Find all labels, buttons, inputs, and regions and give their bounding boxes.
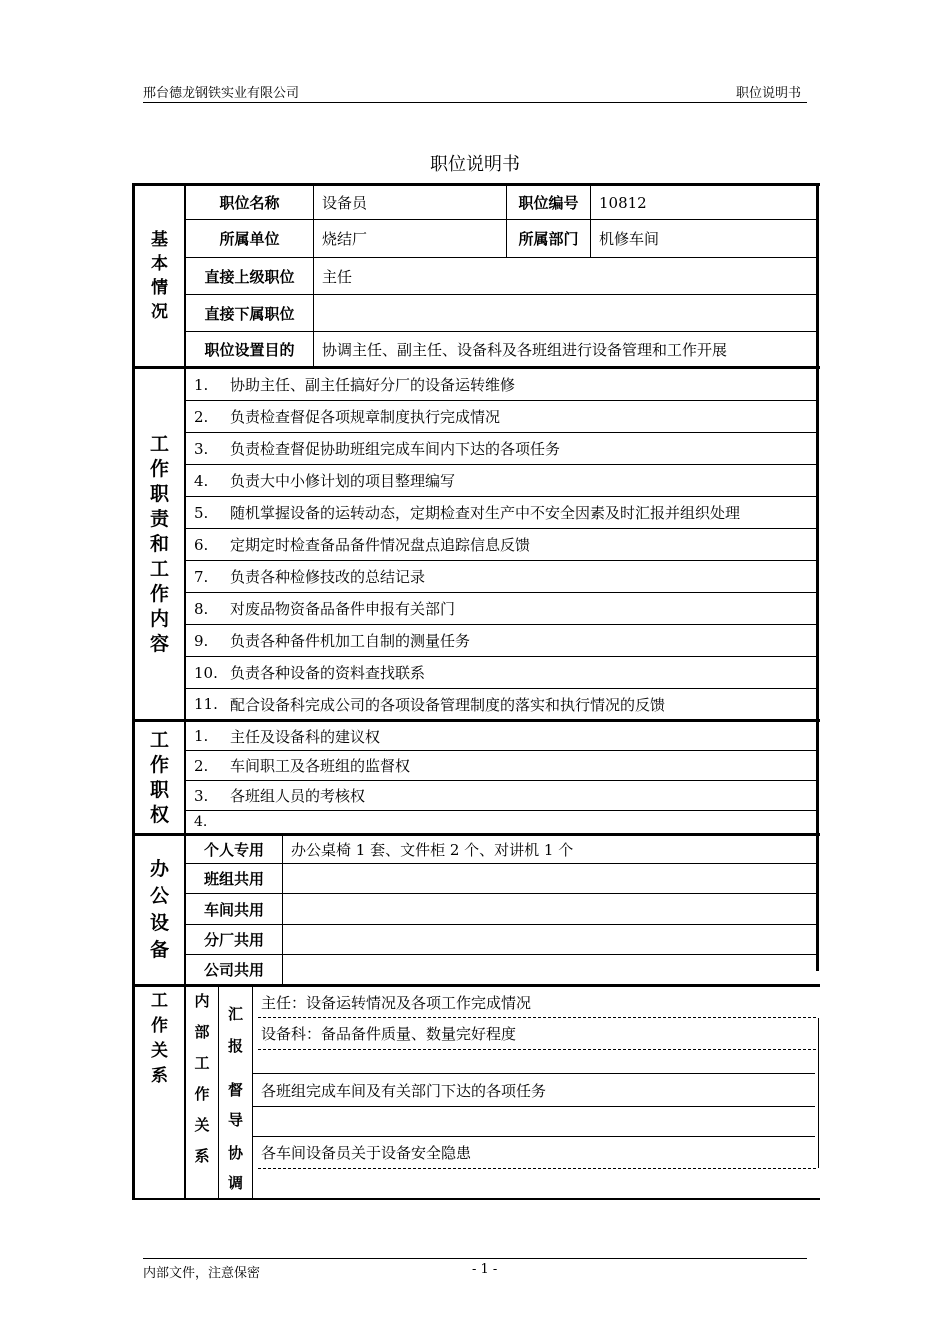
item-text: 定期定时检查备品备件情况盘点追踪信息反馈 bbox=[230, 536, 531, 554]
list-item bbox=[186, 401, 816, 432]
section-label-relations bbox=[135, 987, 184, 1091]
department-value: 机修车间 bbox=[599, 230, 660, 248]
list-item bbox=[186, 657, 816, 688]
list-item bbox=[186, 497, 816, 528]
supervise-item bbox=[253, 1107, 815, 1136]
list-item bbox=[186, 369, 816, 400]
item-number: 6. bbox=[194, 535, 209, 554]
subordinate-value bbox=[314, 295, 816, 331]
purpose-value: 协调主任、副主任、设备科及各班组进行设备管理和工作开展 bbox=[322, 340, 728, 359]
internal-relations-text: 内部工作关系 bbox=[194, 992, 210, 1165]
item-number: 7. bbox=[194, 567, 209, 586]
item-text: 负责各种备件机加工自制的测量任务 bbox=[230, 632, 471, 650]
section-label-text: 基本情况 bbox=[151, 230, 168, 322]
list-item bbox=[186, 781, 816, 810]
internal-relations-label bbox=[186, 987, 218, 1171]
equipment-label: 公司共用 bbox=[203, 961, 264, 979]
equipment-value bbox=[283, 894, 816, 924]
item-text: 负责大中小修计划的项目整理编写 bbox=[230, 472, 456, 490]
item-number: 8. bbox=[194, 599, 209, 618]
position-name-value: 设备员 bbox=[322, 194, 368, 212]
section-label-authority bbox=[135, 722, 184, 833]
header-company: 邢台德龙钢铁实业有限公司 bbox=[143, 86, 300, 101]
subordinate-label: 直接下属职位 bbox=[204, 304, 295, 323]
footer-confidential: 内部文件，注意保密 bbox=[143, 1266, 261, 1281]
item-number: 4. bbox=[194, 471, 209, 490]
item-number: 10. bbox=[194, 663, 218, 682]
section-label-basic bbox=[135, 186, 184, 366]
report-label bbox=[219, 995, 252, 1065]
header-doc-type: 职位说明书 bbox=[736, 86, 802, 101]
equipment-label: 车间共用 bbox=[203, 900, 264, 919]
item-text: 协助主任、副主任搞好分厂的设备运转维修 bbox=[230, 376, 516, 394]
footer-rule bbox=[143, 1258, 807, 1259]
item-number: 3. bbox=[194, 439, 209, 458]
item-text: 主任及设备科的建议权 bbox=[230, 727, 381, 746]
item-text: 车间职工及各班组的监督权 bbox=[230, 757, 411, 775]
item-text: 负责检查督促协助班组完成车间内下达的各项任务 bbox=[230, 440, 561, 458]
section-label-text: 办公设备 bbox=[149, 858, 169, 961]
item-text: 负责各种检修技改的总结记录 bbox=[230, 568, 426, 586]
list-item bbox=[186, 689, 816, 719]
equipment-value bbox=[283, 925, 816, 954]
supervise-label-text: 督导 bbox=[227, 1081, 243, 1129]
item-number: 2. bbox=[194, 407, 209, 426]
item-number: 1. bbox=[194, 727, 209, 745]
report-item: 主任：设备运转情况及各项工作完成情况 bbox=[261, 993, 532, 1012]
item-text: 负责检查督促各项规章制度执行完成情况 bbox=[230, 408, 501, 426]
supervise-item: 各班组完成车间及有关部门下达的各项任务 bbox=[261, 1081, 547, 1100]
report-item: 设备科：备品备件质量、数量完好程度 bbox=[261, 1025, 517, 1043]
report-label-text: 汇报 bbox=[227, 1005, 243, 1055]
item-text: 配合设备科完成公司的各项设备管理制度的落实和执行情况的反馈 bbox=[230, 695, 666, 714]
unit-value: 烧结厂 bbox=[322, 230, 368, 248]
list-item bbox=[186, 625, 816, 656]
item-text: 对废品物资备品备件申报有关部门 bbox=[230, 600, 456, 618]
equipment-label: 班组共用 bbox=[203, 870, 264, 888]
page-title: 职位说明书 bbox=[430, 154, 520, 175]
equipment-value bbox=[283, 864, 816, 893]
list-item bbox=[186, 561, 816, 592]
list-item bbox=[186, 751, 816, 780]
item-text: 负责各种设备的资料查找联系 bbox=[230, 664, 426, 682]
coordinate-item: 各车间设备员关于设备安全隐患 bbox=[261, 1144, 472, 1162]
section-label-text: 工作职权 bbox=[149, 728, 169, 826]
superior-label: 直接上级职位 bbox=[204, 267, 295, 286]
section-label-equipment bbox=[135, 836, 184, 984]
equipment-value bbox=[283, 955, 816, 984]
section-label-text: 工作关系 bbox=[151, 991, 168, 1086]
list-item bbox=[186, 722, 816, 750]
position-name-label: 职位名称 bbox=[219, 194, 280, 212]
coordinate-label-text: 协调 bbox=[227, 1143, 243, 1192]
page-number: - 1 - bbox=[472, 1262, 498, 1277]
section-label-duties bbox=[135, 369, 184, 719]
item-text: 各班组人员的考核权 bbox=[230, 787, 366, 805]
list-item bbox=[186, 811, 816, 833]
item-number: 11. bbox=[194, 695, 218, 713]
equipment-value: 办公桌椅 1 套、文件柜 2 个、对讲机 1 个 bbox=[291, 841, 574, 859]
department-label: 所属部门 bbox=[518, 230, 579, 248]
header-rule bbox=[143, 102, 807, 103]
position-code-label: 职位编号 bbox=[518, 194, 579, 212]
item-number: 3. bbox=[194, 786, 209, 805]
item-number: 9. bbox=[194, 631, 209, 650]
list-item bbox=[186, 465, 816, 496]
equipment-label: 个人专用 bbox=[203, 841, 264, 859]
purpose-label: 职位设置目的 bbox=[204, 340, 295, 359]
list-item bbox=[186, 433, 816, 464]
item-number: 1. bbox=[194, 375, 209, 394]
unit-label: 所属单位 bbox=[219, 230, 280, 248]
list-item bbox=[186, 593, 816, 624]
list-item bbox=[186, 529, 816, 560]
item-number: 2. bbox=[194, 756, 209, 775]
superior-value: 主任 bbox=[322, 267, 353, 286]
position-code-value: 10812 bbox=[599, 193, 647, 212]
section-label-text: 工作职责和工作内容 bbox=[149, 432, 169, 655]
equipment-label: 分厂共用 bbox=[203, 931, 264, 949]
item-text: 随机掌握设备的运转动态，定期检查对生产中不安全因素及时汇报并组织处理 bbox=[230, 504, 741, 522]
item-number: 4. bbox=[194, 814, 208, 830]
item-number: 5. bbox=[194, 503, 209, 522]
supervise-label bbox=[219, 1074, 252, 1136]
coordinate-label bbox=[219, 1137, 252, 1198]
